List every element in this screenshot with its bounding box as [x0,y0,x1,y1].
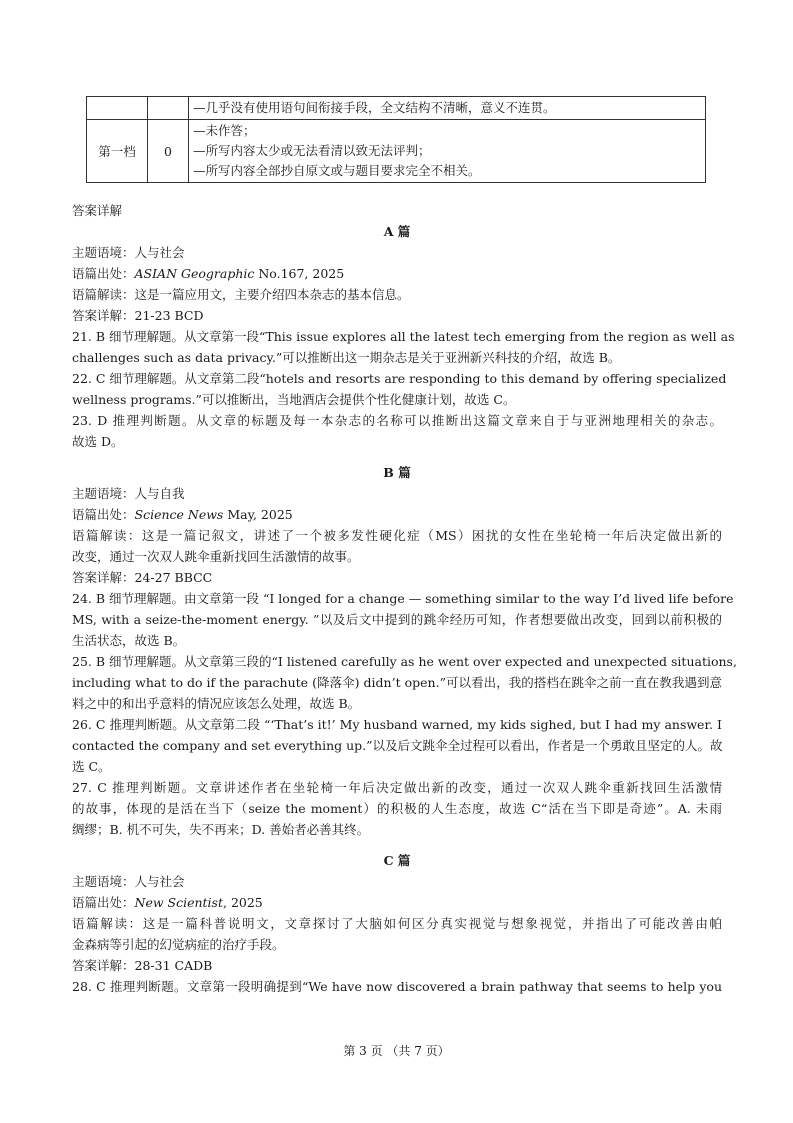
rubric-score-cell [148,97,189,120]
explanation-line: 故选 D。 [72,434,124,449]
rubric-level-cell: 第一档 [87,120,148,183]
passage-a-theme: 主题语境：人与社会 [72,245,185,260]
rubric-desc-cell [189,97,706,120]
rubric-desc-line: —几乎没有使用语句间衔接手段，全文结构不清晰，意义不连贯。 [193,100,556,115]
explanation-line: 生活状态，故选 B。 [72,633,186,648]
explanation-line: MS, with a seize-the-moment energy. ”以及后文中提到的跳伞经历可知，作者想要做出改变，回到以前积极的 [72,612,722,627]
rubric-desc-cell [189,120,706,183]
source-issue: , 2025 [223,895,263,910]
source-label: 语篇出处： [72,266,135,281]
rubric-level-cell [87,97,148,120]
passage-a-source [72,263,722,284]
source-issue: No.167, 2025 [254,266,345,281]
passage-c-reading: 语篇解读：这是一篇科普说明文，文章探讨了大脑如何区分真实视觉与想象视觉，并指出了可能改善由帕 [72,916,722,931]
rubric-row [87,120,706,183]
explanation-line: 21. B 细节理解题。从文章第一段“This issue explores all the latest tech emerging from the region as well as [72,329,735,344]
explanation-line: challenges such as data privacy.”可以推断出这一期杂志是关于亚洲新兴科技的介绍，故选 B。 [72,350,621,365]
explanation-line: wellness programs.”可以推断出，当地酒店会提供个性化健康计划，故选 C。 [72,392,516,407]
source-title: Science News [134,507,224,522]
explanation-line: 绸缪；B. 机不可失，失不再来；D. 善始者必善其终。 [72,822,370,837]
answer-explanations [72,200,737,997]
explanation-line: 24. B 细节理解题。由文章第一段 “I longed for a change — something similar to the way I’d lived life before [72,591,734,606]
passage-a-reading: 语篇解读：这是一篇应用文，主要介绍四本杂志的基本信息。 [72,287,410,302]
explanation-line: contacted the company and set everything up.”以及后文跳伞全过程可以看出，作者是一个勇敢且坚定的人。故 [72,738,723,753]
explanation-line: 的故事，体现的是活在当下（seize the moment）的积极的人生态度，故选 C“活在当下即是奇迹”。A. 未雨 [72,801,722,816]
passage-b-reading: 改变，通过一次双人跳伞重新找回生活激情的故事。 [72,549,360,564]
rubric-desc-line: —未作答； [193,123,256,138]
explanation-line: 27. C 推理判断题。文章讲述作者在坐轮椅一年后决定做出新的改变，通过一次双人跳伞重新找回生活激情 [72,780,722,795]
passage-b-heading: B 篇 [383,465,411,480]
passage-b-source [72,504,722,525]
rubric-desc-line: —所写内容全部抄自原文或与题目要求完全不相关。 [193,163,481,178]
explanation-line: 22. C 细节理解题。从文章第二段“hotels and resorts are responding to this demand by offering specialized [72,371,727,386]
passage-a-answers: 答案详解：21-23 BCD [72,308,204,323]
explanation-line: 料之中的和出乎意料的情况应该怎么处理，故选 B。 [72,696,361,711]
source-issue: May, 2025 [223,507,293,522]
source-title: New Scientist [134,895,223,910]
passage-c-source [72,892,722,913]
passage-c-answers: 答案详解：28-31 CADB [72,958,213,973]
rubric-row [87,97,706,120]
passage-a-heading: A 篇 [383,224,411,239]
explanation-line: 26. C 推理判断题。从文章第二段 “‘That’s it!’ My husband warned, my kids sighed, but I had my answer. I [72,717,722,732]
passage-c-reading: 金森病等引起的幻觉病症的治疗手段。 [72,937,285,952]
explanation-line: 28. C 推理判断题。文章第一段明确提到“We have now discovered a brain pathway that seems to help you [72,979,722,994]
source-label: 语篇出处： [72,895,135,910]
rubric-desc-line: —所写内容太少或无法看清以致无法评判； [193,143,431,158]
explanation-line: including what to do if the parachute (降落伞) didn’t open.”可以看出，我的搭档在跳伞之前一直在教我遇到意 [72,675,722,690]
explanation-line: 23. D 推理判断题。从文章的标题及每一本杂志的名称可以推断出这篇文章来自于与亚洲地理相关的杂志。 [72,413,722,428]
explanation-line: 25. B 细节理解题。从文章第三段的“I listened carefully as he went over expected and unexpected situations, [72,654,737,669]
passage-b-theme: 主题语境：人与自我 [72,486,185,501]
source-label: 语篇出处： [72,507,135,522]
passage-c-heading: C 篇 [383,853,411,868]
passage-c-theme: 主题语境：人与社会 [72,874,185,889]
explanation-line: 选 C。 [72,759,111,774]
source-title: ASIAN Geographic [134,266,255,281]
passage-b-answers: 答案详解：24-27 BBCC [72,570,213,585]
passage-b-reading: 语篇解读：这是一篇记叙文，讲述了一个被多发性硬化症（MS）困扰的女性在坐轮椅一年后决定做出新的 [72,528,722,543]
rubric-score-cell: 0 [148,120,189,183]
rubric-table [86,96,706,183]
section-title: 答案详解 [72,203,123,218]
page-footer: 第 3 页 （共 7 页） [343,1044,450,1058]
